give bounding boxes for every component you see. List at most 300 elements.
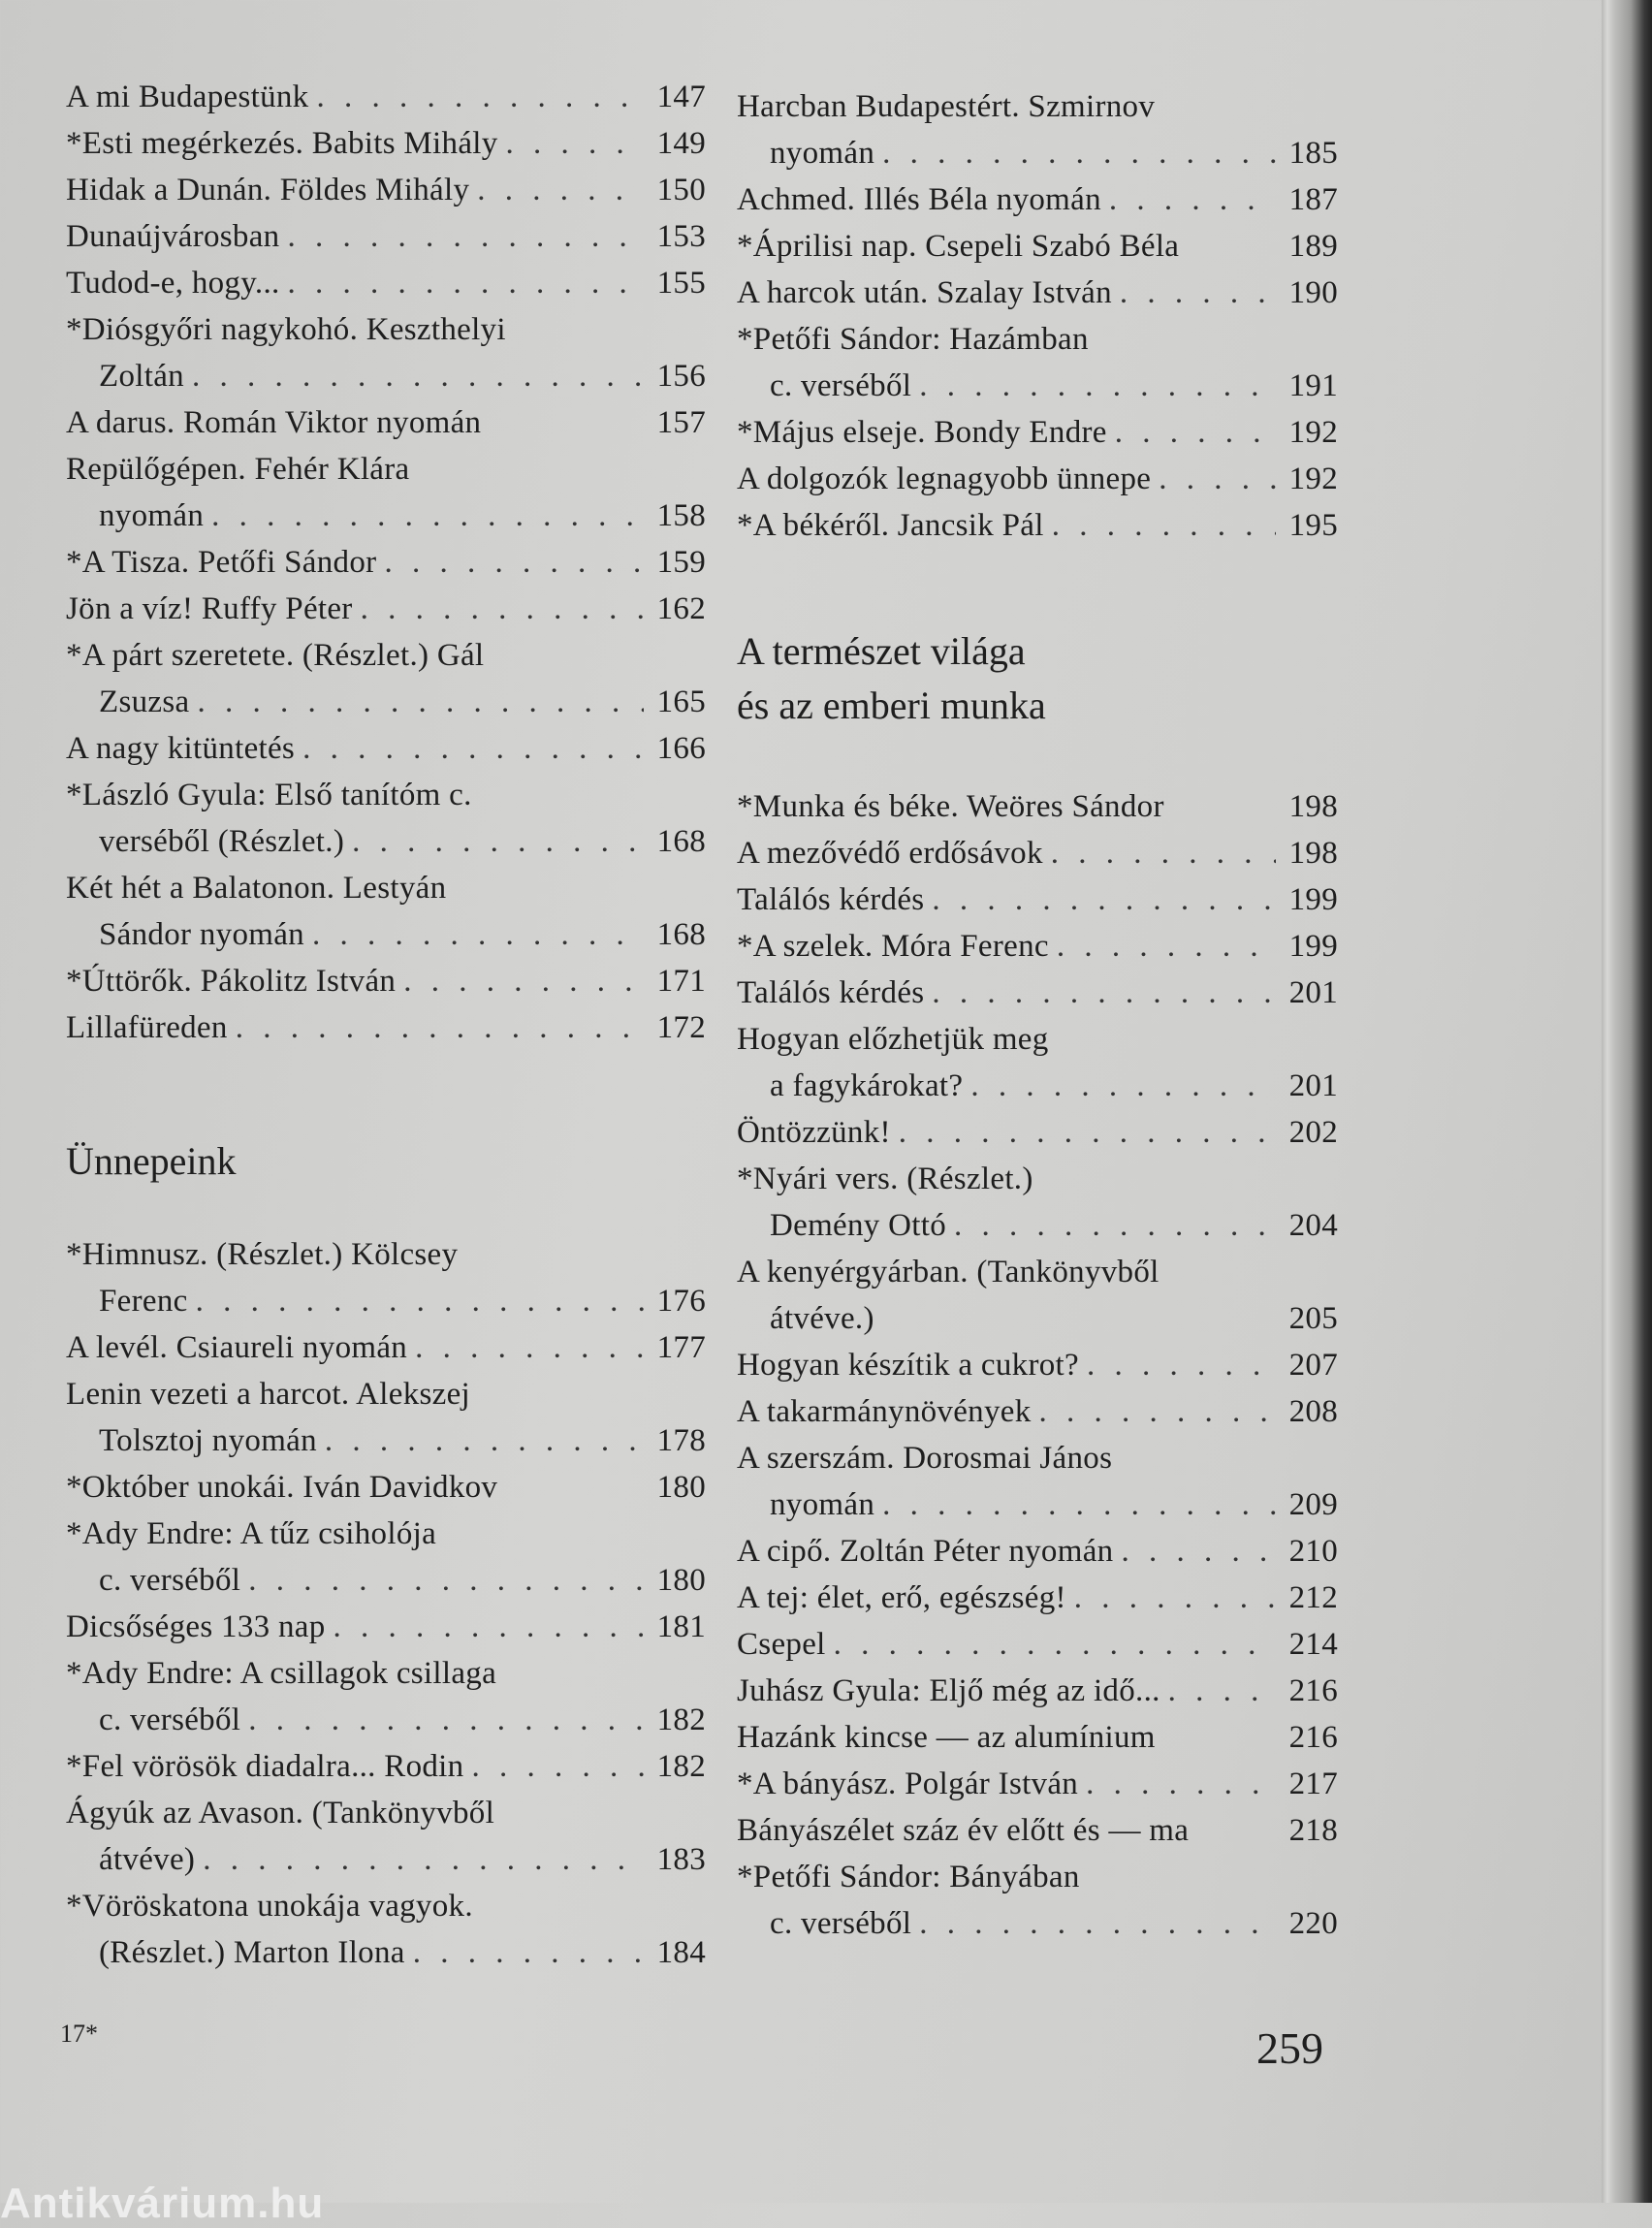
entry-page-number: 212	[1288, 1580, 1338, 1615]
dot-leader	[325, 1417, 644, 1464]
entry-title: *Petőfi Sándor: Hazámban	[737, 322, 1089, 357]
entry-page-number: 183	[656, 1842, 706, 1877]
toc-entry-line	[66, 399, 706, 446]
toc-entry-line	[66, 1743, 706, 1790]
entry-page-number: 172	[656, 1010, 706, 1045]
entry-page-number: 168	[656, 824, 706, 859]
dot-leader	[236, 1004, 644, 1051]
entry-title: Tolsztoj nyomán	[99, 1423, 317, 1458]
toc-entry	[66, 865, 706, 958]
dot-leader	[1086, 1761, 1276, 1807]
toc-entry	[737, 923, 1338, 970]
toc-entry	[737, 409, 1338, 456]
dot-leader	[919, 1900, 1276, 1947]
toc-entry-line	[66, 167, 706, 213]
entry-title: nyomán	[770, 136, 875, 171]
entry-title: A harcok után. Szalay István	[737, 275, 1112, 310]
entry-page-number: 180	[656, 1470, 706, 1505]
entry-page-number: 198	[1288, 789, 1338, 824]
toc-entry-line	[66, 213, 706, 260]
toc-entry-line	[737, 1575, 1338, 1621]
toc-entry	[66, 446, 706, 539]
signature-mark: 17*	[60, 2020, 98, 2048]
toc-entry-line	[66, 306, 706, 353]
entry-title: *A szelek. Móra Ferenc	[737, 929, 1049, 964]
entry-title: Hidak a Dunán. Földes Mihály	[66, 173, 470, 207]
toc-entry-line	[66, 958, 706, 1004]
dot-leader	[899, 1109, 1276, 1156]
dot-leader	[506, 120, 644, 167]
dot-leader	[211, 493, 644, 539]
toc-entry	[66, 1883, 706, 1976]
dot-leader	[415, 1324, 644, 1371]
entry-title: Lenin vezeti a harcot. Alekszej	[66, 1377, 471, 1412]
book-spine-edge	[1602, 0, 1652, 2203]
toc-entry-line	[66, 74, 706, 120]
toc-entry	[737, 970, 1338, 1016]
entry-title: *A békéről. Jancsik Pál	[737, 508, 1044, 543]
toc-entry-line	[737, 1621, 1338, 1668]
entry-title: Juhász Gyula: Eljő még az idő...	[737, 1673, 1160, 1708]
toc-entry-line	[737, 502, 1338, 549]
toc-entry-line	[66, 493, 706, 539]
toc-entry-line	[737, 830, 1338, 876]
toc-entry	[66, 1371, 706, 1464]
entry-title: A takarmánynövények	[737, 1394, 1032, 1429]
entry-page-number: 189	[1288, 229, 1338, 264]
toc-entry	[737, 1109, 1338, 1156]
entry-page-number: 187	[1288, 182, 1338, 217]
entry-page-number: 198	[1288, 836, 1338, 871]
dot-leader	[919, 363, 1276, 409]
entry-title: A mezővédő erdősávok	[737, 836, 1043, 871]
entry-title: c. verséből	[99, 1703, 241, 1737]
dot-leader	[1057, 923, 1276, 970]
entry-title: *Október unokái. Iván Davidkov	[66, 1470, 498, 1505]
toc-entry-line	[66, 1278, 706, 1324]
entry-page-number: 158	[656, 498, 706, 533]
entry-title: Ágyúk az Avason. (Tankönyvből	[66, 1796, 495, 1830]
toc-entry-line	[737, 1668, 1338, 1714]
toc-entry	[737, 176, 1338, 223]
dot-leader	[248, 1557, 644, 1604]
entry-title: *A párt szeretete. (Részlet.) Gál	[66, 638, 485, 673]
toc-entry	[737, 1249, 1338, 1342]
toc-entry-line	[737, 1900, 1338, 1947]
entry-title: *Május elseje. Bondy Endre	[737, 415, 1107, 450]
toc-entry-line	[737, 1249, 1338, 1295]
dot-leader	[932, 876, 1276, 923]
dot-leader	[248, 1697, 644, 1743]
toc-entry	[737, 270, 1338, 316]
dot-leader	[471, 1743, 644, 1790]
section-heading-line: A természet világa	[737, 629, 1026, 673]
toc-entry-line	[66, 260, 706, 306]
toc-entry	[66, 74, 706, 120]
entry-page-number: 171	[656, 964, 706, 999]
dot-leader	[1039, 1388, 1276, 1435]
toc-entry-line	[66, 632, 706, 679]
toc-entry-line	[66, 1836, 706, 1883]
entry-page-number: 182	[656, 1703, 706, 1737]
toc-entry-line	[737, 1481, 1338, 1528]
entry-page-number: 205	[1288, 1301, 1338, 1336]
entry-title: *A bányász. Polgár István	[737, 1766, 1079, 1801]
entry-page-number: 214	[1288, 1627, 1338, 1662]
toc-entry-line	[737, 1761, 1338, 1807]
toc-entry-line	[737, 270, 1338, 316]
entry-page-number: 185	[1288, 136, 1338, 171]
dot-leader	[192, 353, 644, 399]
toc-entry-line	[737, 1016, 1338, 1063]
toc-entry	[66, 1743, 706, 1790]
toc-entry-line	[737, 923, 1338, 970]
toc-entry	[66, 120, 706, 167]
toc-entry-line	[66, 679, 706, 725]
entry-page-number: 147	[656, 80, 706, 114]
toc-entry-line	[66, 1004, 706, 1051]
toc-entry-line	[66, 586, 706, 632]
toc-entry-line	[737, 1156, 1338, 1202]
entry-title: A dolgozók legnagyobb ünnepe	[737, 462, 1152, 496]
toc-entry-line	[66, 1697, 706, 1743]
toc-entry	[66, 539, 706, 586]
entry-page-number: 199	[1288, 929, 1338, 964]
entry-page-number: 202	[1288, 1115, 1338, 1150]
section-heading	[66, 1134, 706, 1189]
toc-entry	[66, 586, 706, 632]
toc-entry	[66, 1511, 706, 1604]
entry-page-number: 220	[1288, 1906, 1338, 1941]
entry-title: a fagykárokat?	[770, 1068, 964, 1103]
watermark: Antikvárium.hu	[0, 2180, 325, 2227]
entry-title: *Vöröskatona unokája vagyok.	[66, 1889, 473, 1924]
entry-title: Zsuzsa	[99, 684, 190, 719]
entry-page-number: 157	[656, 405, 706, 440]
entry-title: Repülőgépen. Fehér Klára	[66, 452, 410, 487]
entry-page-number: 195	[1288, 508, 1338, 543]
toc-entry-line	[66, 818, 706, 865]
toc-entry-line	[66, 1929, 706, 1976]
toc-right-column	[737, 83, 1338, 1947]
toc-entry-line	[66, 1371, 706, 1417]
entry-page-number: 156	[656, 359, 706, 394]
section-heading	[737, 624, 1338, 733]
entry-title: Ferenc	[99, 1284, 188, 1319]
toc-entry	[737, 1854, 1338, 1947]
entry-title: *Úttörők. Pákolitz István	[66, 964, 397, 999]
toc-left-column	[66, 74, 706, 1976]
dot-leader	[384, 539, 644, 586]
toc-entry	[737, 876, 1338, 923]
page-number: 259	[1256, 2023, 1323, 2073]
entry-page-number: 168	[656, 917, 706, 952]
section-heading-line: és az emberi munka	[737, 684, 1046, 727]
toc-entry-line	[66, 1511, 706, 1557]
toc-entry-line	[737, 176, 1338, 223]
entry-page-number: 162	[656, 591, 706, 626]
toc-entry-line	[66, 1790, 706, 1836]
dot-leader	[288, 260, 644, 306]
toc-entry-line	[737, 970, 1338, 1016]
entry-title: *Esti megérkezés. Babits Mihály	[66, 126, 498, 161]
entry-title: *Fel vörösök diadalra... Rodin	[66, 1749, 464, 1784]
toc-entry	[66, 1464, 706, 1511]
dot-leader	[954, 1202, 1276, 1249]
toc-entry-line	[737, 1854, 1338, 1900]
toc-entry	[66, 167, 706, 213]
entry-title: *Diósgyőri nagykohó. Keszthelyi	[66, 312, 506, 347]
toc-entry	[737, 1807, 1338, 1854]
dot-leader	[1168, 1668, 1276, 1714]
toc-entry-line	[66, 1604, 706, 1650]
toc-entry	[66, 1604, 706, 1650]
entry-title: A tej: élet, erő, egészség!	[737, 1580, 1066, 1615]
entry-page-number: 178	[656, 1423, 706, 1458]
toc-entry-line	[737, 1388, 1338, 1435]
entry-title: verséből (Részlet.)	[99, 824, 345, 859]
toc-entry	[66, 772, 706, 865]
entry-page-number: 155	[656, 266, 706, 301]
dot-leader	[302, 725, 644, 772]
entry-title: Hogyan előzhetjük meg	[737, 1022, 1049, 1057]
entry-title: A szerszám. Dorosmai János	[737, 1441, 1113, 1476]
toc-entry-line	[737, 1063, 1338, 1109]
dot-leader	[882, 1481, 1276, 1528]
entry-title: A cipő. Zoltán Péter nyomán	[737, 1534, 1114, 1569]
dot-leader	[1109, 176, 1276, 223]
toc-entry-line	[66, 120, 706, 167]
dot-leader	[361, 586, 644, 632]
toc-entry-line	[737, 1807, 1338, 1854]
entry-page-number: 201	[1288, 1068, 1338, 1103]
entry-page-number: 207	[1288, 1348, 1338, 1383]
entry-page-number: 181	[656, 1609, 706, 1644]
toc-entry	[66, 306, 706, 399]
toc-entry	[66, 1790, 706, 1883]
toc-entry	[66, 399, 706, 446]
entry-page-number: 165	[656, 684, 706, 719]
toc-entry-line	[66, 865, 706, 911]
toc-entry	[737, 1016, 1338, 1109]
entry-title: *Munka és béke. Weöres Sándor	[737, 789, 1164, 824]
entry-page-number: 210	[1288, 1534, 1338, 1569]
entry-title: Achmed. Illés Béla nyomán	[737, 182, 1101, 217]
entry-title: A mi Budapestünk	[66, 80, 309, 114]
toc-entry-line	[737, 783, 1338, 830]
toc-entry	[737, 1528, 1338, 1575]
toc-entry-line	[737, 83, 1338, 130]
entry-title: Dunaújvárosban	[66, 219, 280, 254]
toc-entry	[737, 1342, 1338, 1388]
entry-page-number: 182	[656, 1749, 706, 1784]
toc-entry	[66, 632, 706, 725]
toc-entry	[737, 1575, 1338, 1621]
entry-title: A levél. Csiaureli nyomán	[66, 1330, 408, 1365]
toc-entry	[737, 1714, 1338, 1761]
toc-entry-line	[66, 1464, 706, 1511]
toc-entry-line	[737, 130, 1338, 176]
toc-entry	[66, 1004, 706, 1051]
dot-leader	[834, 1621, 1276, 1668]
entry-page-number: 176	[656, 1284, 706, 1319]
entry-title: *Ady Endre: A csillagok csillaga	[66, 1656, 497, 1691]
entry-title: A darus. Román Viktor nyomán	[66, 405, 482, 440]
entry-title: *Ady Endre: A tűz csiholója	[66, 1516, 437, 1551]
dot-leader	[203, 1836, 644, 1883]
toc-entry	[737, 1435, 1338, 1528]
toc-entry	[737, 456, 1338, 502]
dot-leader	[1074, 1575, 1276, 1621]
toc-entry	[66, 1231, 706, 1324]
toc-entry-line	[66, 446, 706, 493]
toc-entry	[66, 958, 706, 1004]
entry-page-number: 208	[1288, 1394, 1338, 1429]
toc-entry	[66, 213, 706, 260]
toc-entry	[737, 223, 1338, 270]
dot-leader	[312, 911, 644, 958]
entry-title: Bányászélet száz év előtt és — ma	[737, 1813, 1190, 1848]
toc-entry-line	[737, 223, 1338, 270]
entry-title: c. verséből	[99, 1563, 241, 1598]
entry-page-number: 150	[656, 173, 706, 207]
toc-entry	[66, 725, 706, 772]
entry-page-number: 199	[1288, 882, 1338, 917]
entry-page-number: 217	[1288, 1766, 1338, 1801]
entry-page-number: 166	[656, 731, 706, 766]
entry-page-number: 218	[1288, 1813, 1338, 1848]
entry-page-number: 159	[656, 545, 706, 580]
toc-entry	[737, 1761, 1338, 1807]
entry-title: A nagy kitüntetés	[66, 731, 296, 766]
entry-title: Tudod-e, hogy...	[66, 266, 280, 301]
dot-leader	[1051, 830, 1276, 876]
toc-entry-line	[66, 1231, 706, 1278]
entry-page-number: 192	[1288, 462, 1338, 496]
toc-entry-line	[737, 876, 1338, 923]
toc-entry-line	[66, 1557, 706, 1604]
entry-title: Csepel	[737, 1627, 826, 1662]
entry-page-number: 184	[656, 1935, 706, 1970]
entry-title: *Himnusz. (Részlet.) Kölcsey	[66, 1237, 459, 1272]
toc-entry-line	[737, 409, 1338, 456]
entry-page-number: 191	[1288, 368, 1338, 403]
entry-title: c. verséből	[770, 1906, 912, 1941]
dot-leader	[882, 130, 1276, 176]
dot-leader	[1159, 456, 1276, 502]
toc-entry-line	[737, 1714, 1338, 1761]
toc-entry	[737, 1621, 1338, 1668]
toc-entry-line	[737, 363, 1338, 409]
entry-title: nyomán	[99, 498, 205, 533]
toc-entry-line	[66, 1883, 706, 1929]
toc-entry-line	[66, 911, 706, 958]
toc-entry-line	[66, 539, 706, 586]
toc-entry-line	[66, 1417, 706, 1464]
dot-leader	[1052, 502, 1276, 549]
dot-leader	[196, 1278, 644, 1324]
entry-title: Találós kérdés	[737, 882, 925, 917]
toc-entry-line	[737, 1202, 1338, 1249]
dot-leader	[932, 970, 1276, 1016]
toc-entry-line	[66, 353, 706, 399]
entry-title: Dicsőséges 133 nap	[66, 1609, 326, 1644]
entry-page-number: 216	[1288, 1673, 1338, 1708]
entry-title: Zoltán	[99, 359, 184, 394]
toc-entry-line	[66, 725, 706, 772]
dot-leader	[403, 958, 644, 1004]
entry-title: Találós kérdés	[737, 975, 925, 1010]
entry-title: (Részlet.) Marton Ilona	[99, 1935, 405, 1970]
toc-entry-line	[737, 1342, 1338, 1388]
entry-title: átvéve)	[99, 1842, 196, 1877]
entry-page-number: 190	[1288, 275, 1338, 310]
toc-entry	[66, 260, 706, 306]
section-heading-line: Ünnepeink	[66, 1139, 237, 1183]
toc-entry-line	[737, 1295, 1338, 1342]
entry-title: *Petőfi Sándor: Bányában	[737, 1860, 1080, 1894]
entry-title: Jön a víz! Ruffy Péter	[66, 591, 353, 626]
dot-leader	[287, 213, 644, 260]
entry-title: *László Gyula: Első tanítóm c.	[66, 778, 472, 812]
dot-leader	[413, 1929, 644, 1976]
entry-title: Lillafüreden	[66, 1010, 228, 1045]
toc-entry-line	[737, 1528, 1338, 1575]
entry-page-number: 153	[656, 219, 706, 254]
dot-leader	[1115, 409, 1276, 456]
entry-page-number: 204	[1288, 1208, 1338, 1243]
entry-title: *A Tisza. Petőfi Sándor	[66, 545, 377, 580]
toc-entry	[737, 83, 1338, 176]
entry-page-number: 216	[1288, 1720, 1338, 1755]
entry-page-number: 192	[1288, 415, 1338, 450]
toc-entry-line	[66, 1324, 706, 1371]
entry-title: *Áprilisi nap. Csepeli Szabó Béla	[737, 229, 1180, 264]
entry-page-number: 180	[656, 1563, 706, 1598]
toc-entry-line	[737, 456, 1338, 502]
dot-leader	[352, 818, 644, 865]
toc-entry	[66, 1324, 706, 1371]
toc-entry-line	[737, 1435, 1338, 1481]
toc-entry	[737, 783, 1338, 830]
entry-page-number: 149	[656, 126, 706, 161]
toc-entry	[737, 316, 1338, 409]
dot-leader	[1121, 1528, 1276, 1575]
dot-leader	[970, 1063, 1276, 1109]
dot-leader	[477, 167, 644, 213]
dot-leader	[316, 74, 644, 120]
dot-leader	[1087, 1342, 1276, 1388]
entry-page-number: 177	[656, 1330, 706, 1365]
dot-leader	[197, 679, 644, 725]
toc-entry-line	[737, 316, 1338, 363]
toc-entry	[66, 1650, 706, 1743]
toc-entry	[737, 1668, 1338, 1714]
dot-leader	[334, 1604, 644, 1650]
entry-title: Öntözzünk!	[737, 1115, 891, 1150]
entry-title: Hogyan készítik a cukrot?	[737, 1348, 1079, 1383]
entry-title: Hazánk kincse — az alumínium	[737, 1720, 1156, 1755]
entry-title: Sándor nyomán	[99, 917, 304, 952]
toc-entry-line	[66, 1650, 706, 1697]
toc-entry	[737, 830, 1338, 876]
entry-title: Harcban Budapestért. Szmirnov	[737, 89, 1156, 124]
entry-page-number: 209	[1288, 1487, 1338, 1522]
entry-page-number: 201	[1288, 975, 1338, 1010]
entry-title: Demény Ottó	[770, 1208, 947, 1243]
entry-title: nyomán	[770, 1487, 875, 1522]
entry-title: átvéve.)	[770, 1301, 874, 1336]
